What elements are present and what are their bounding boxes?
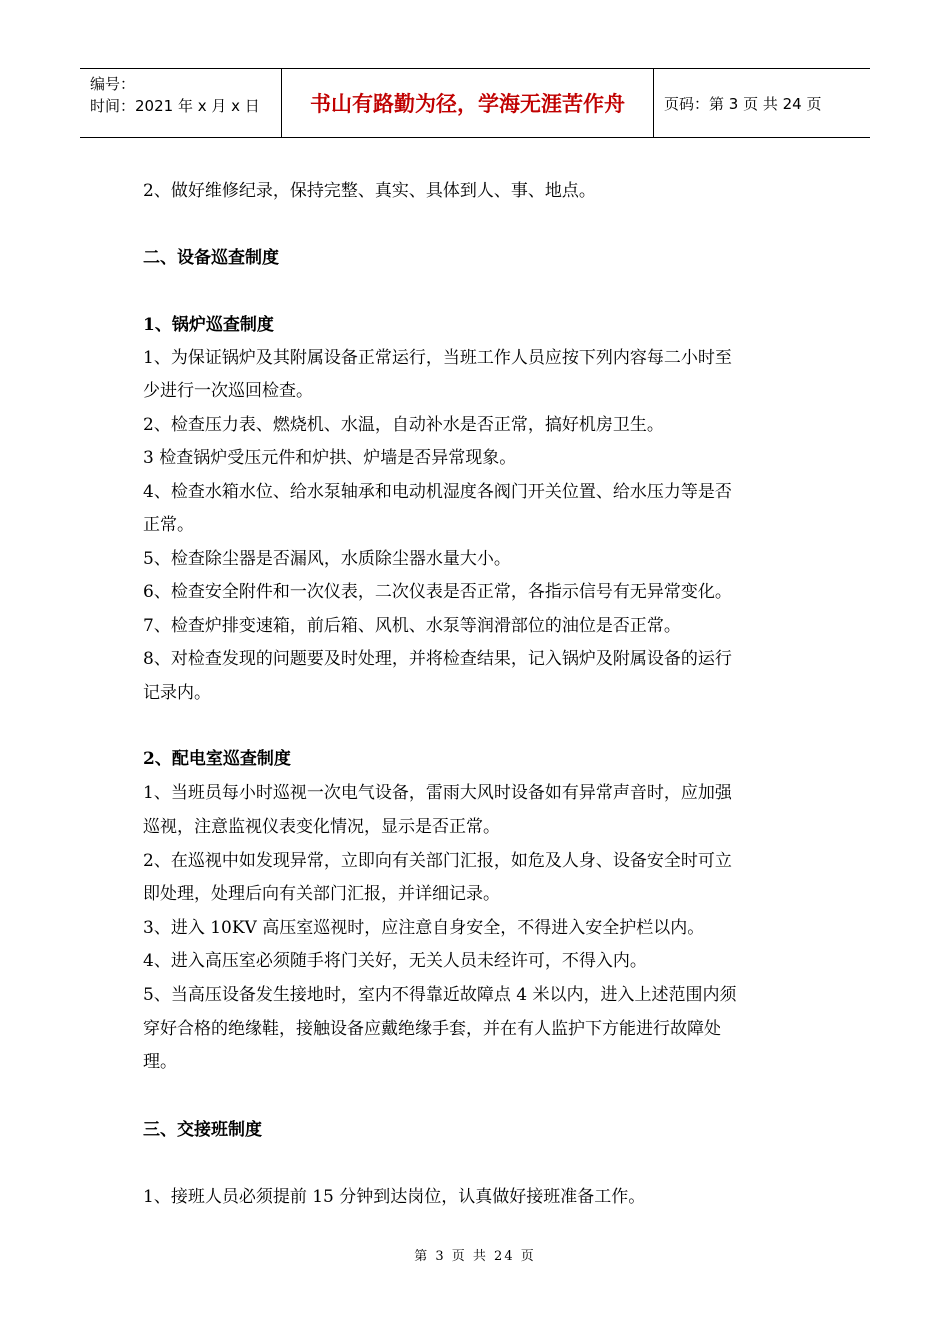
page-header: [80, 68, 870, 138]
paragraph: 1、为保证锅炉及其附属设备正常运行，当班工作人员应按下列内容每二小时至: [143, 348, 732, 368]
paragraph: 8、对检查发现的问题要及时处理，并将检查结果，记入锅炉及附属设备的运行: [143, 649, 732, 669]
paragraph: 2、做好维修纪录，保持完整、真实、具体到人、事、地点。: [143, 181, 596, 201]
paragraph: 6、检查安全附件和一次仪表，二次仪表是否正常，各指示信号有无异常变化。: [143, 582, 732, 602]
subsection-heading: 2、配电室巡查制度: [143, 749, 291, 769]
paragraph: 1、当班员每小时巡视一次电气设备，雷雨大风时设备如有异常声音时，应加强: [143, 783, 732, 803]
header-meta: [80, 69, 282, 137]
section-heading: 二、设备巡查制度: [143, 248, 279, 268]
subsection-heading: 1、锅炉巡查制度: [143, 315, 274, 335]
paragraph: 2、检查压力表、燃烧机、水温，自动补水是否正常，搞好机房卫生。: [143, 415, 664, 435]
date-label: 时间：2021 年 x 月 x 日: [90, 97, 260, 115]
paragraph: 巡视，注意监视仪表变化情况，显示是否正常。: [143, 817, 500, 837]
paragraph: 5、当高压设备发生接地时，室内不得靠近故障点 4 米以内，进入上述范围内须: [143, 985, 737, 1005]
paragraph: 2、在巡视中如发现异常，立即向有关部门汇报，如危及人身、设备安全时可立: [143, 851, 732, 871]
paragraph: 7、检查炉排变速箱，前后箱、风机、水泵等润滑部位的油位是否正常。: [143, 616, 681, 636]
page-footer: 第 3 页 共 24 页: [414, 1249, 536, 1264]
paragraph: 3、进入 10KV 高压室巡视时，应注意自身安全，不得进入安全护栏以内。: [143, 918, 705, 938]
paragraph: 理。: [143, 1052, 177, 1072]
paragraph: 少进行一次巡回检查。: [143, 381, 313, 401]
serial-label: 编号：: [90, 75, 136, 93]
header-motto: 书山有路勤为径，学海无涯苦作舟: [282, 69, 654, 137]
paragraph: 4、进入高压室必须随手将门关好，无关人员未经许可，不得入内。: [143, 951, 647, 971]
paragraph: 即处理，处理后向有关部门汇报，并详细记录。: [143, 884, 500, 904]
paragraph: 3 检查锅炉受压元件和炉拱、炉墙是否异常现象。: [143, 448, 517, 468]
paragraph: 记录内。: [143, 683, 211, 703]
paragraph: 正常。: [143, 515, 194, 535]
paragraph: 4、检查水箱水位、给水泵轴承和电动机湿度各阀门开关位置、给水压力等是否: [143, 482, 732, 502]
paragraph: 穿好合格的绝缘鞋，接触设备应戴绝缘手套，并在有人监护下方能进行故障处: [143, 1019, 721, 1039]
paragraph: 1、接班人员必须提前 15 分钟到达岗位，认真做好接班准备工作。: [143, 1187, 646, 1207]
paragraph: 5、检查除尘器是否漏风，水质除尘器水量大小。: [143, 549, 511, 569]
section-heading: 三、交接班制度: [143, 1120, 262, 1140]
header-page-info: 页码：第 3 页 共 24 页: [664, 94, 822, 113]
